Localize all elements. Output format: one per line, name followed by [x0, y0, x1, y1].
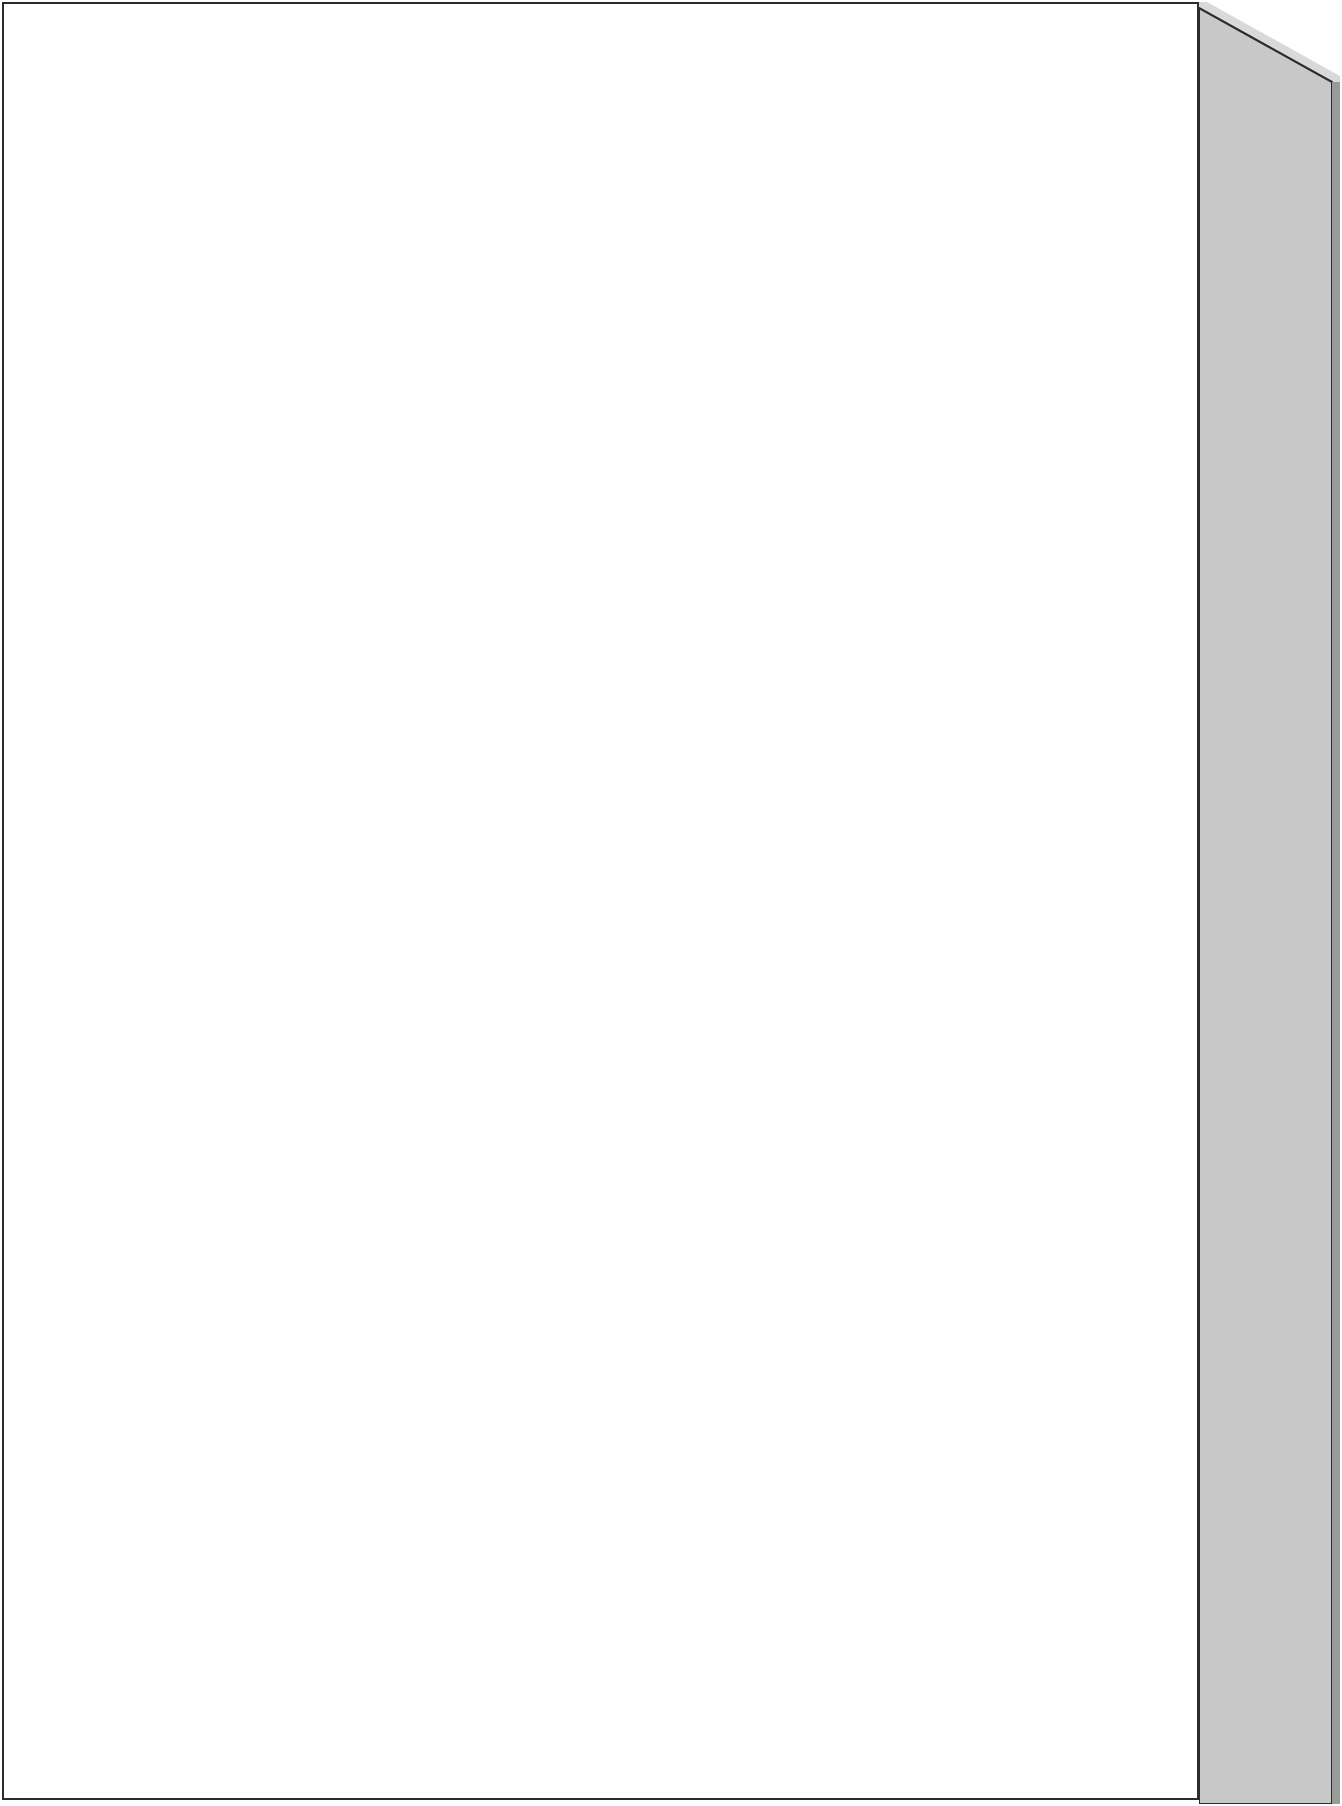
text-line — [174, 1192, 1084, 1244]
text-line — [174, 1140, 1084, 1192]
text-line — [174, 1036, 1084, 1088]
paragraph-2 — [174, 1296, 1084, 1556]
text-line — [174, 1244, 1084, 1296]
paragraph-1 — [174, 828, 1084, 1296]
text-line — [174, 1088, 1084, 1140]
text-line — [174, 1400, 1084, 1452]
text-line — [174, 1348, 1084, 1400]
text-line — [174, 932, 1084, 984]
text-line — [174, 1296, 1084, 1348]
text-line — [174, 1504, 1084, 1556]
book-edge-shadow — [1332, 82, 1340, 1804]
book-edge-side — [1199, 8, 1332, 1804]
body-text — [174, 828, 1084, 1556]
text-line — [174, 984, 1084, 1036]
text-line — [174, 828, 1084, 880]
book-page — [2, 2, 1199, 1800]
book-edge — [1199, 2, 1340, 1804]
text-line — [174, 880, 1084, 932]
text-line — [174, 1452, 1084, 1504]
